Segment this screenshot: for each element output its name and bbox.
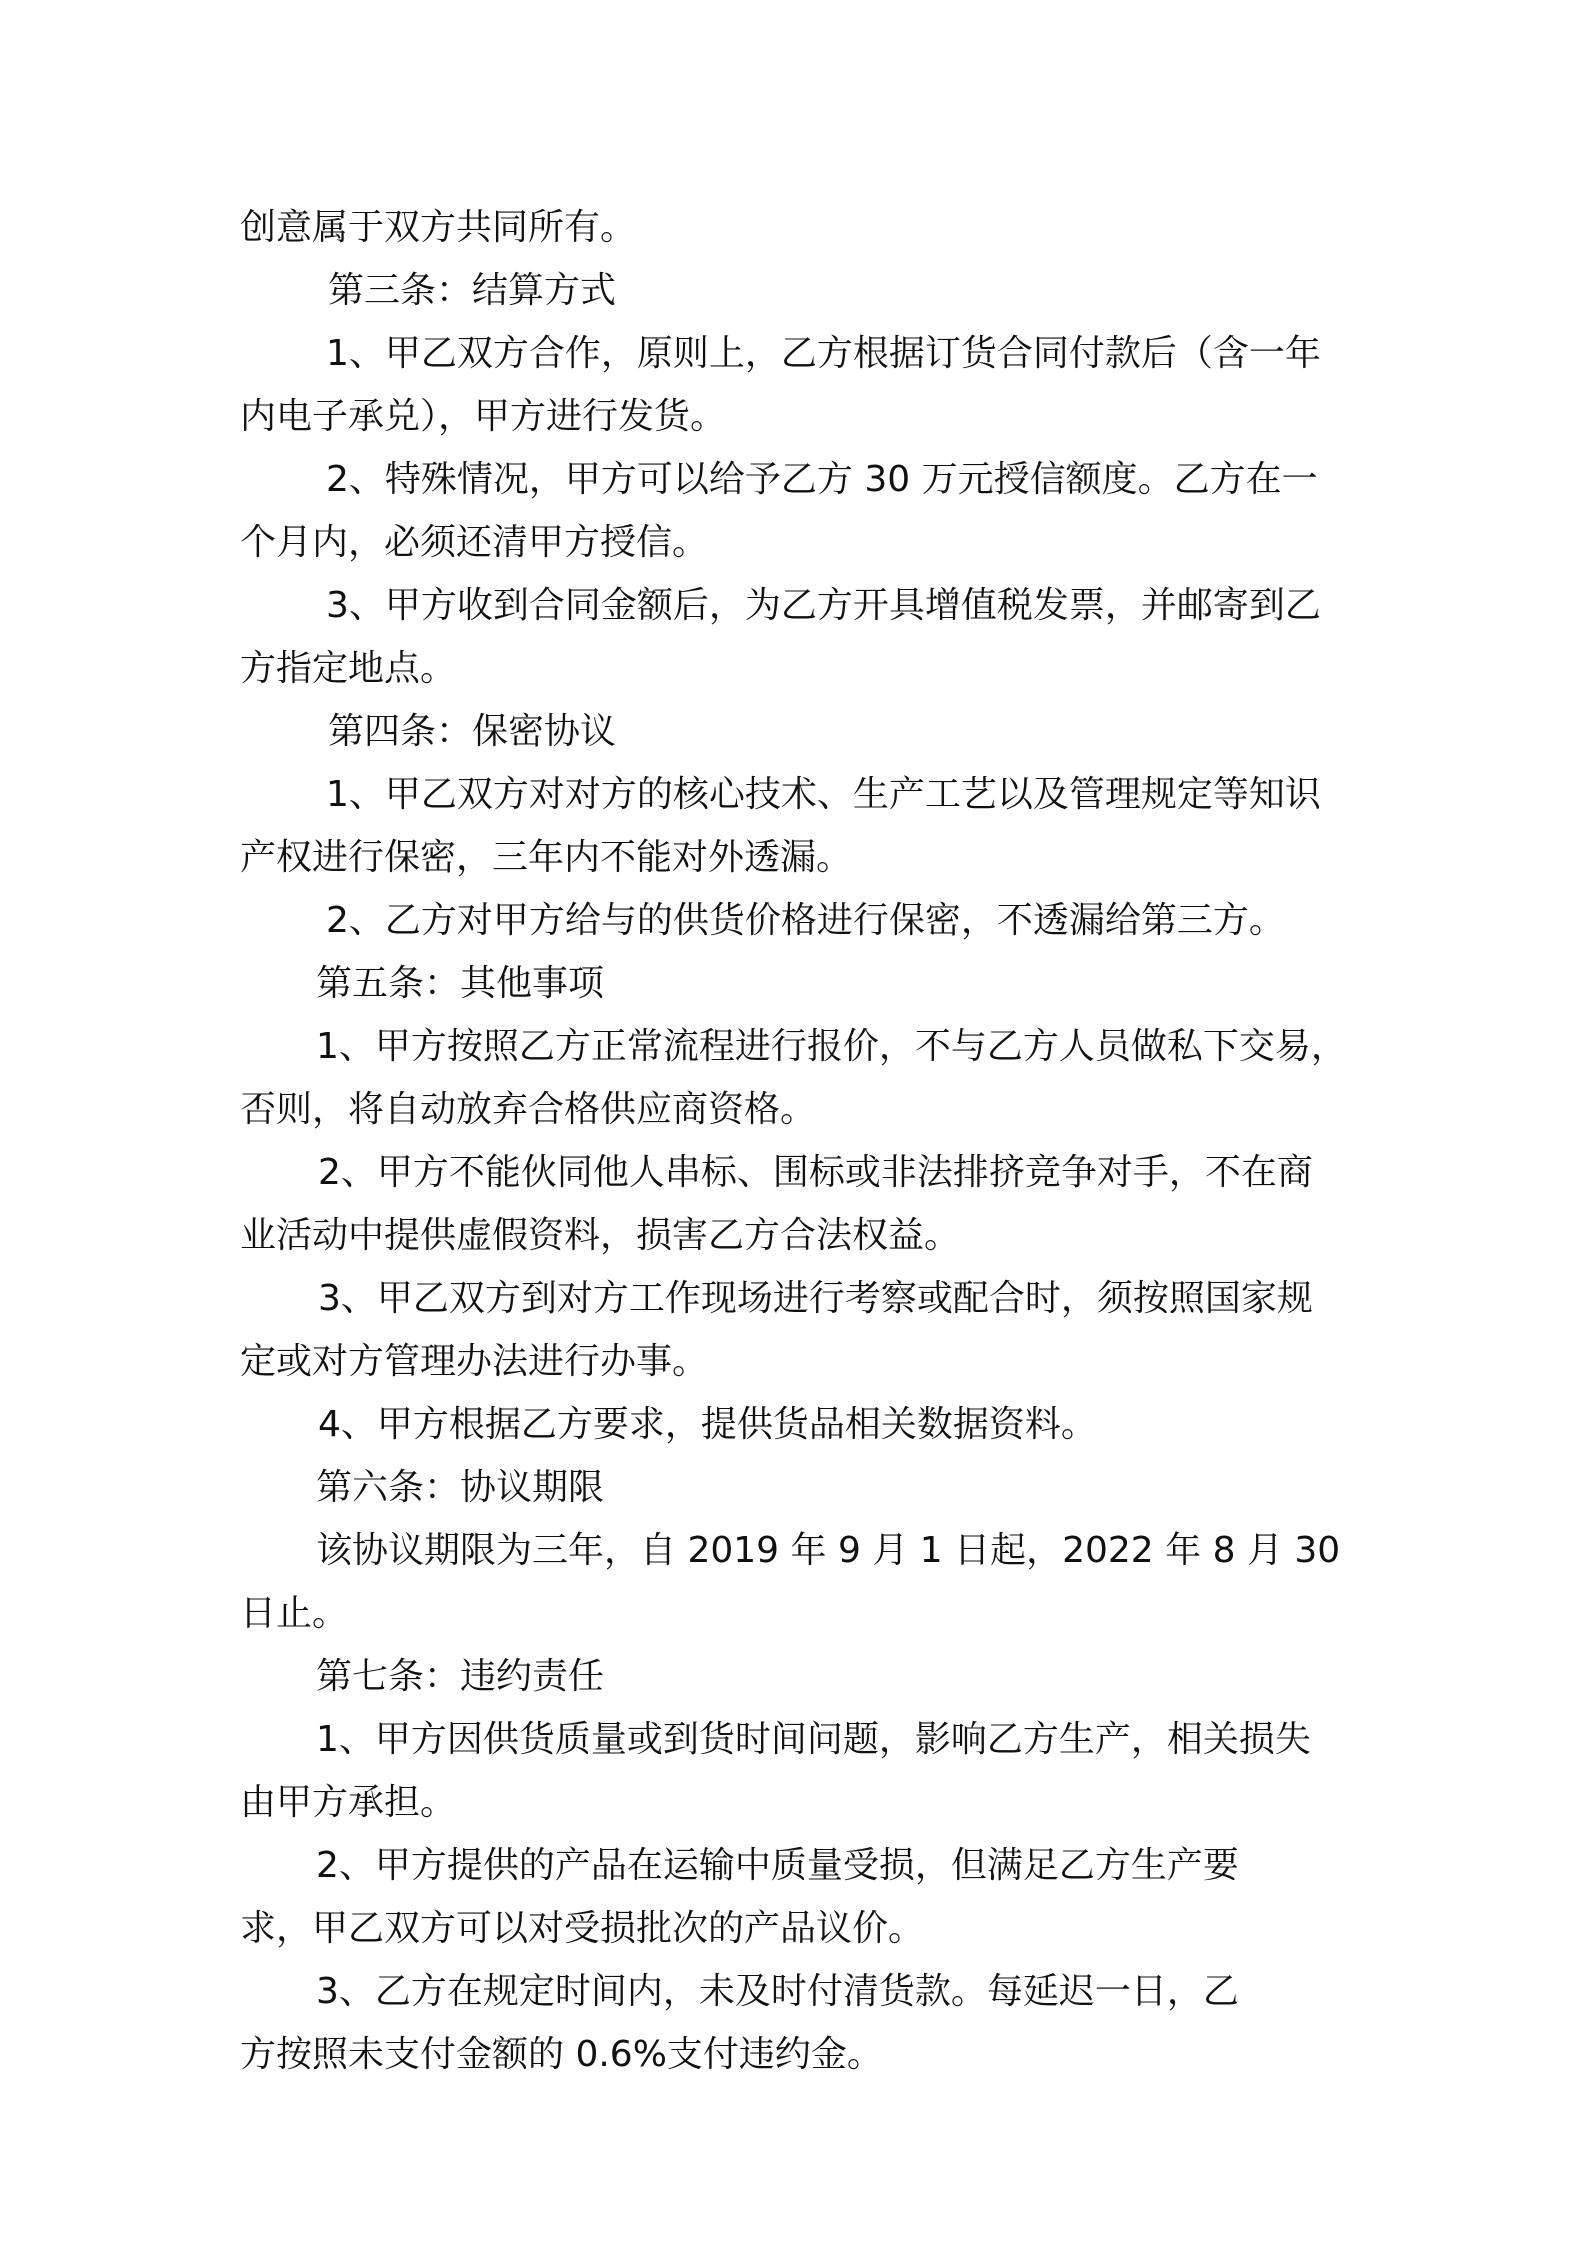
text-line: 求，甲乙双方可以对受损批次的产品议价。 — [240, 1908, 925, 1949]
text-line: 业活动中提供虚假资料，损害乙方合法权益。 — [240, 1215, 961, 1256]
text-line: 定或对方管理办法进行办事。 — [240, 1341, 709, 1382]
text-line: 2、甲方不能伙同他人串标、围标或非法排挤竞争对手，不在商 — [318, 1152, 1313, 1193]
text-line: 由甲方承担。 — [240, 1782, 457, 1823]
text-line: 2、特殊情况，甲方可以给予乙方 30 万元授信额度。乙方在一 — [326, 459, 1318, 500]
text-line: 日止。 — [240, 1593, 349, 1634]
text-line: 方按照未支付金额的 0.6%支付违约金。 — [240, 2034, 883, 2075]
text-line: 方指定地点。 — [240, 648, 457, 689]
text-line: 1、甲方因供货质量或到货时间问题，影响乙方生产，相关损失 — [316, 1719, 1311, 1760]
text-line: 产权进行保密，三年内不能对外透漏。 — [240, 837, 853, 878]
text-line: 1、甲方按照乙方正常流程进行报价，不与乙方人员做私下交易， — [316, 1026, 1347, 1067]
document-body — [240, 196, 1360, 2086]
text-line: 创意属于双方共同所有。 — [240, 207, 637, 248]
text-line: 该协议期限为三年，自 2019 年 9 月 1 日起，2022 年 8 月 30 — [316, 1530, 1341, 1571]
text-line: 2、甲方提供的产品在运输中质量受损，但满足乙方生产要 — [316, 1845, 1239, 1886]
section-heading: 第三条：结算方式 — [328, 270, 617, 311]
section-heading: 第六条：协议期限 — [316, 1467, 605, 1508]
text-line: 4、甲方根据乙方要求，提供货品相关数据资料。 — [318, 1404, 1097, 1445]
section-heading: 第五条：其他事项 — [316, 963, 605, 1004]
text-line: 内电子承兑），甲方进行发货。 — [240, 396, 727, 437]
text-line: 3、甲乙双方到对方工作现场进行考察或配合时，须按照国家规 — [318, 1278, 1313, 1319]
text-line: 1、甲乙双方对对方的核心技术、生产工艺以及管理规定等知识 — [326, 774, 1321, 815]
text-line: 3、甲方收到合同金额后，为乙方开具增值税发票，并邮寄到乙 — [326, 585, 1321, 626]
text-line: 1、甲乙双方合作，原则上，乙方根据订货合同付款后（含一年 — [326, 333, 1321, 374]
text-line: 否则，将自动放弃合格供应商资格。 — [240, 1089, 817, 1130]
section-heading: 第四条：保密协议 — [328, 711, 617, 752]
section-heading: 第七条：违约责任 — [316, 1656, 605, 1697]
text-line: 2、乙方对甲方给与的供货价格进行保密，不透漏给第三方。 — [326, 900, 1285, 941]
text-line: 3、乙方在规定时间内，未及时付清货款。每延迟一日，乙 — [316, 1971, 1239, 2012]
text-line: 个月内，必须还清甲方授信。 — [240, 522, 709, 563]
